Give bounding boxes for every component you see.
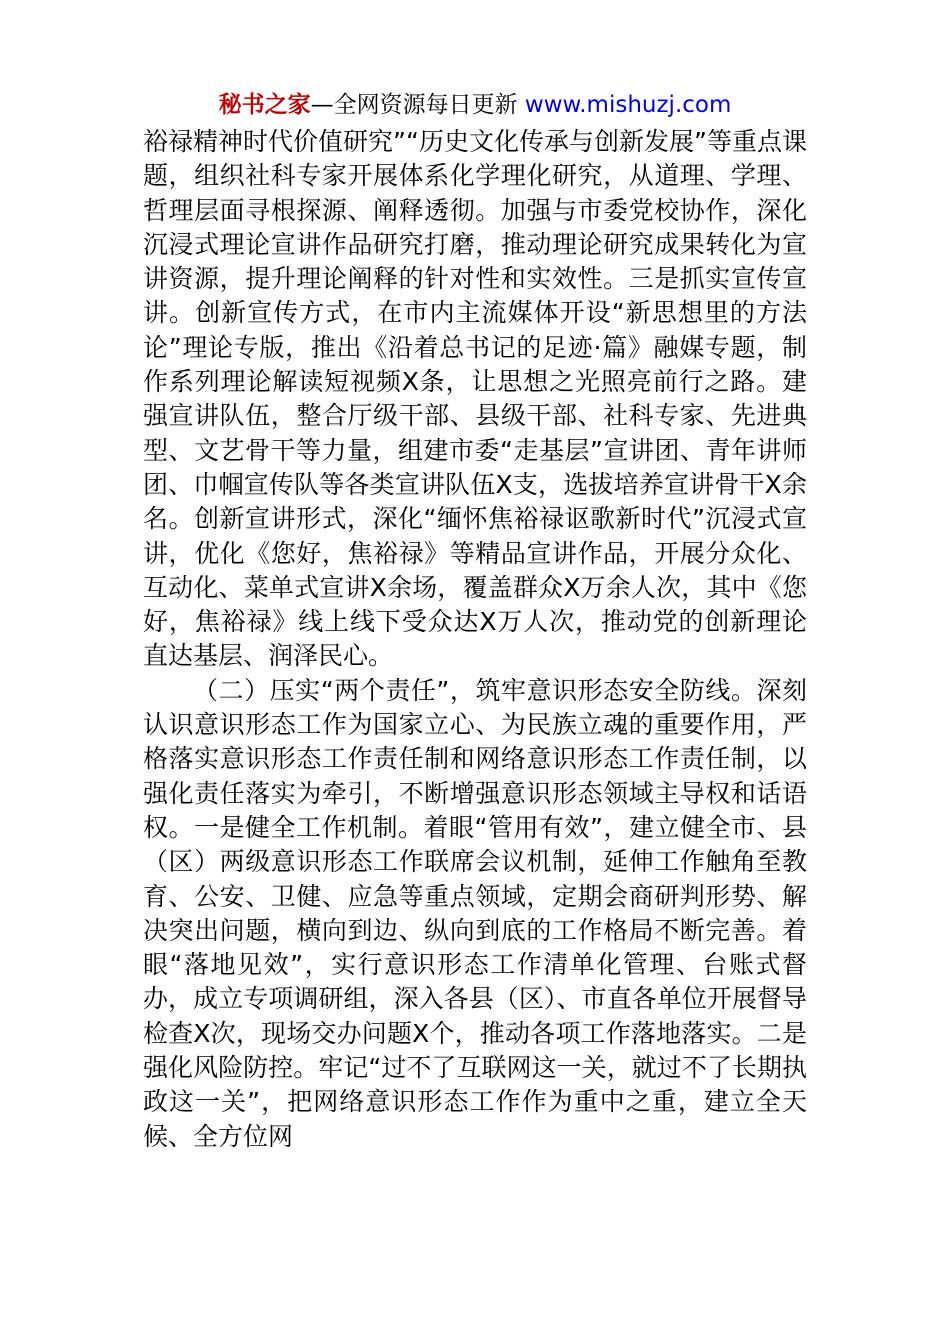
section-paragraph: （二）压实“两个责任”，筑牢意识形态安全防线。深刻认识意识形态工作为国家立心、为民族立魂的重要作用，严格落实意识形态工作责任制和网络意识形态工作责任制，以强化责任落实为牵引，不断增强意识形态领域主导权和话语权。一是健全工作机制。着眼“管用有效”，建立健全市、县（区）两级意识形态工作联席会议机制，延伸工作触角至教育、公安、卫健、应急等重点领域，定期会商研判形势、解决突出问题，横向到边、纵向到底的工作格局不断完善。着眼“落地见效”，实行意识形态工作清单化管理、台账式督办，成立专项调研组，深入各县（区）、市直各单位开展督导检查X次，现场交办问题X个，推动各项工作落地落实。二是强化风险防控。牢记“过不了互联网这一关，就过不了长期执政这一关”，把网络意识形态工作作为重中之重，建立全天候、全方位网 [143, 675, 807, 1151]
website-link[interactable]: www.mishuzj.com [524, 92, 732, 118]
body-paragraph: 裕禄精神时代价值研究”“历史文化传承与创新发展”等重点课题，组织社科专家开展体系化学理化研究，从道理、学理、哲理层面寻根探源、阐释透彻。加强与市委党校协作，深化沉浸式理论宣讲作品研究打磨，推动理论研究成果转化为宣讲资源，提升理论阐释的针对性和实效性。三是抓实宣传宣讲。创新宣传方式，在市内主流媒体开设“新思想里的方法论”理论专版，推出《沿着总书记的足迹·篇》融媒专题，制作系列理论解读短视频X条，让思想之光照亮前行之路。建强宣讲队伍，整合厅级干部、县级干部、社科专家、先进典型、文艺骨干等力量，组建市委“走基层”宣讲团、青年讲师团、巾帼宣传队等各类宣讲队伍X支，选拔培养宣讲骨干X余名。创新宣讲形式，深化“缅怀焦裕禄讴歌新时代”沉浸式宣讲，优化《您好，焦裕禄》等精品宣讲作品，开展分众化、互动化、菜单式宣讲X余场，覆盖群众X万余人次，其中《您好，焦裕禄》线上线下受众达X万人次，推动党的创新理论直达基层、润泽民心。 [143, 127, 807, 671]
document-body [143, 125, 807, 1154]
page-header [0, 88, 950, 122]
header-tagline: —全网资源每日更新 [310, 92, 525, 118]
brand-name: 秘书之家 [218, 92, 311, 118]
